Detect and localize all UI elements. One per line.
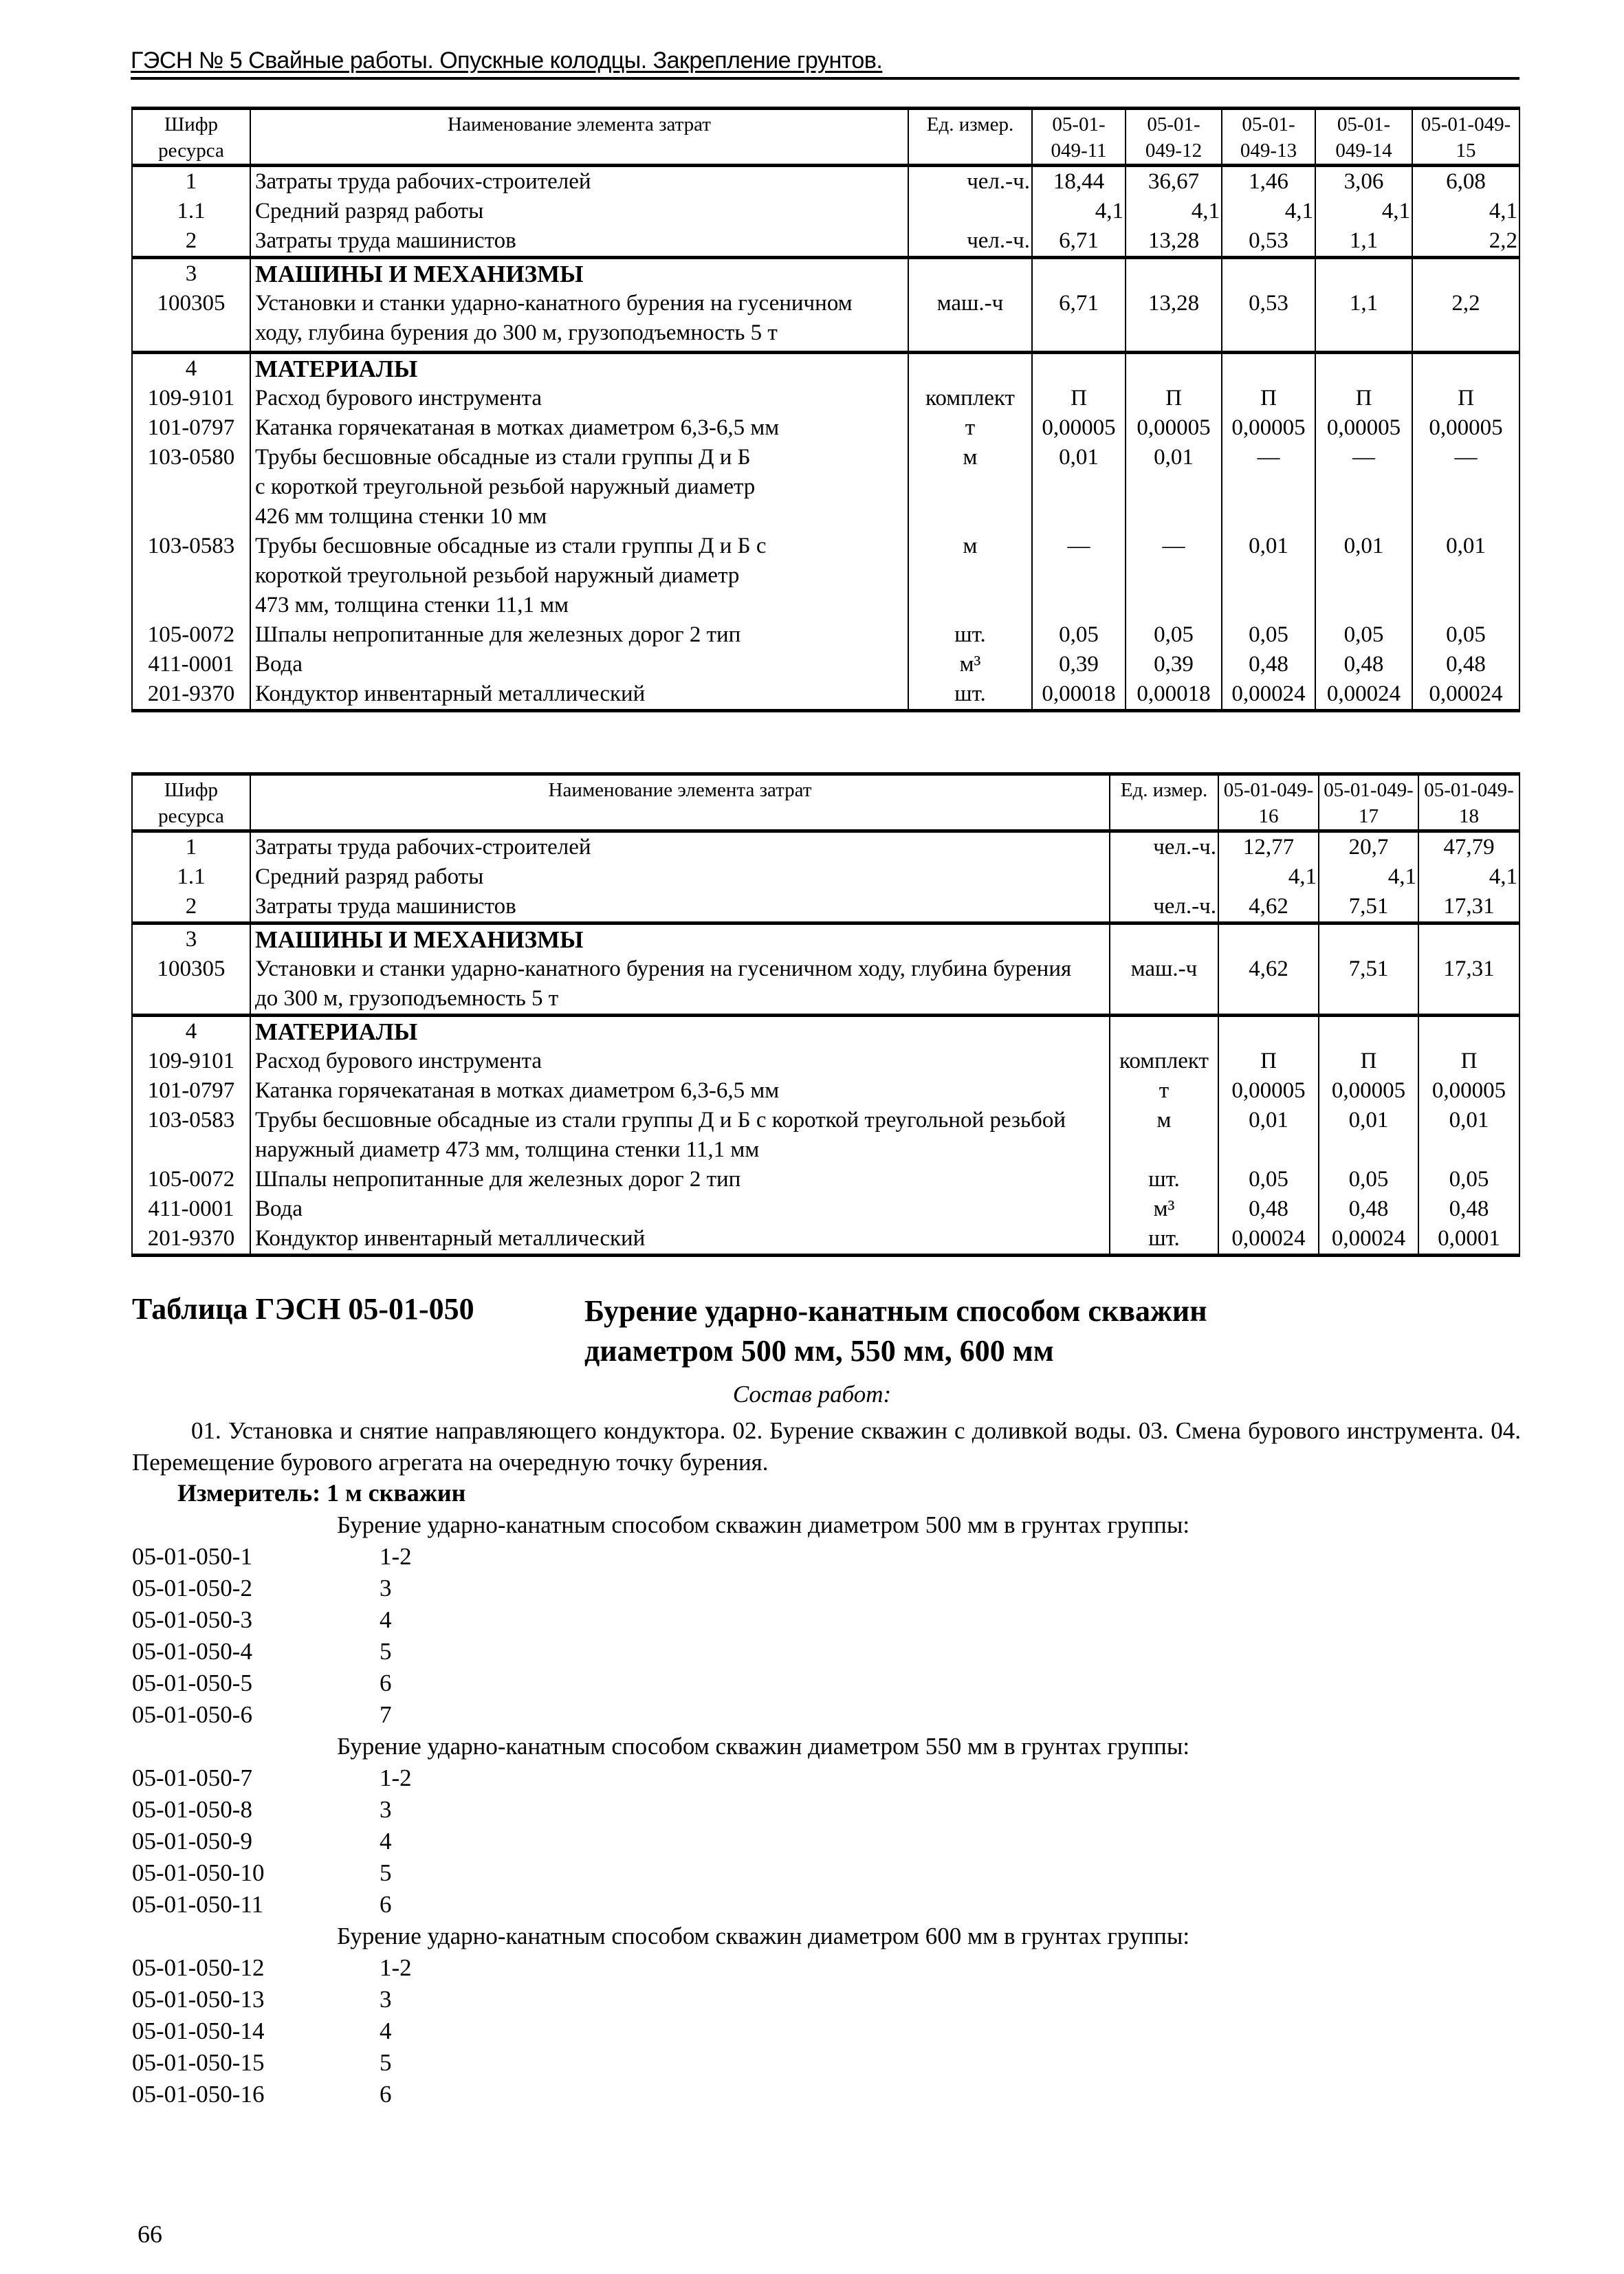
norm-value: 0,01 [1032,443,1126,532]
norm-code: 05-01-050-2 [132,1575,252,1601]
resource-unit: м³ [1110,1194,1218,1224]
section-title: МАШИНЫ И МЕХАНИЗМЫ [250,258,908,289]
norm-value: 0,00005 [1412,413,1519,443]
code-list-item [132,1764,412,1792]
resource-code: 411-0001 [132,1194,250,1224]
code-list-item [132,1891,392,1918]
resource-code: 1.1 [132,197,250,226]
resource-code: 201-9370 [132,679,250,711]
norm-value: 0,53 [1222,289,1315,353]
col-header-code: Шифр ресурса [132,109,250,166]
resource-unit: чел.-ч. [908,166,1032,197]
norm-value: 0,00024 [1412,679,1519,711]
resource-name: Трубы бесшовные обсадные из стали группы Д и Б с короткой треугольной резьбой наружный диаметр 473 мм, толщина стенки 11,1 мм [250,532,908,620]
resource-unit: шт. [1110,1224,1218,1256]
resource-code: 2 [132,892,250,923]
table-row [132,620,1519,650]
group-title-600: Бурение ударно-канатным способом скважин диаметром 600 мм в грунтах группы: [337,1923,1190,1949]
norms-table-049-16-18 [131,772,1520,1257]
resource-code: 201-9370 [132,1224,250,1256]
norm-code: 05-01-050-6 [132,1701,252,1728]
table-row [132,1076,1519,1106]
norm-value: 0,05 [1222,620,1315,650]
code-list-item [132,1543,412,1571]
norm-value: 4,62 [1218,954,1319,1016]
table-row [132,384,1519,413]
norm-value: П [1126,384,1222,413]
resource-unit: шт. [1110,1165,1218,1194]
table-row [132,650,1519,679]
norm-value: 6,71 [1032,289,1126,353]
resource-unit [908,197,1032,226]
table-row [132,831,1519,863]
norm-value: 0,48 [1319,1194,1418,1224]
norm-value: — [1032,532,1126,620]
code-list-item [132,1701,392,1729]
resource-unit [1110,862,1218,892]
resource-code: 4 [132,1016,250,1047]
norm-value: 1,1 [1315,226,1412,258]
norm-value: П [1032,384,1126,413]
norm-value: 0,00024 [1319,1224,1418,1256]
norm-value: П [1315,384,1412,413]
code-list-item [132,1575,392,1602]
norm-value: 0,00024 [1222,679,1315,711]
table-row [132,413,1519,443]
soil-group: 4 [380,2018,392,2044]
norm-value: 0,05 [1418,1165,1519,1194]
resource-code: 103-0583 [132,1106,250,1165]
code-list-item [132,1638,392,1665]
norm-value: 0,48 [1315,650,1412,679]
norm-value: 13,28 [1126,289,1222,353]
table-header-row [132,109,1519,166]
resource-code: 2 [132,226,250,258]
col-header-unit: Ед. измер. [908,109,1032,166]
soil-group: 6 [380,1891,392,1918]
norm-value: — [1412,443,1519,532]
code-list-item [132,1954,412,1982]
code-list-item [132,1606,392,1634]
resource-name: Средний разряд работы [250,862,1110,892]
soil-group: 3 [380,1796,392,1823]
table-row [132,954,1519,1016]
resource-unit: маш.-ч [908,289,1032,353]
resource-name: Затраты труда машинистов [250,892,1110,923]
norm-value: 2,2 [1412,226,1519,258]
group-title-550: Бурение ударно-канатным способом скважин диаметром 550 мм в грунтах группы: [337,1733,1190,1760]
soil-group: 1-2 [380,1764,412,1791]
norm-value: 4,1 [1222,197,1315,226]
code-list-item [132,1670,392,1697]
code-list-item [132,1986,392,2013]
norm-value: П [1412,384,1519,413]
table-row [132,443,1519,532]
table-row [132,166,1519,197]
norm-value: 0,00005 [1032,413,1126,443]
norm-value: 0,01 [1315,532,1412,620]
norms-table-049-11-15 [131,107,1520,712]
code-list-item [132,2049,392,2077]
norm-code: 05-01-050-14 [132,2018,265,2044]
norm-value: 0,00024 [1315,679,1412,711]
norm-value: П [1222,384,1315,413]
table-row [132,532,1519,620]
table-row [132,289,1519,353]
norm-value: 12,77 [1218,831,1319,863]
norm-value: 0,00005 [1126,413,1222,443]
meter: Измеритель: 1 м скважин [177,1479,466,1507]
running-header [131,47,1519,80]
col-header-unit: Ед. измер. [1110,774,1218,831]
col-header-norm: 05-01-049-13 [1222,109,1315,166]
norm-value: 4,1 [1218,862,1319,892]
table-label: Таблица ГЭСН 05-01-050 [132,1292,474,1326]
col-header-norm: 05-01-049-15 [1412,109,1519,166]
norm-value: 0,00005 [1319,1076,1418,1106]
norm-value: 0,48 [1418,1194,1519,1224]
norm-value: 4,1 [1315,197,1412,226]
soil-group: 3 [380,1575,392,1601]
norm-value: 7,51 [1319,954,1418,1016]
norm-code: 05-01-050-16 [132,2081,265,2108]
norm-value: 18,44 [1032,166,1126,197]
table-row [132,862,1519,892]
table-row [132,197,1519,226]
resource-name: Кондуктор инвентарный металлический [250,1224,1110,1256]
resource-name: Трубы бесшовные обсадные из стали группы Д и Б с короткой треугольной резьбой наружный диаметр 473 мм, толщина стенки 11,1 мм [250,1106,1110,1165]
resource-code: 105-0072 [132,1165,250,1194]
norm-value: 0,01 [1218,1106,1319,1165]
section-row-materials [132,353,1519,384]
norm-code: 05-01-050-7 [132,1764,252,1791]
norm-value: 0,05 [1315,620,1412,650]
soil-group: 1-2 [380,1543,412,1570]
resource-name: Кондуктор инвентарный металлический [250,679,908,711]
soil-group: 7 [380,1701,392,1728]
norm-value: 0,00005 [1222,413,1315,443]
table-row [132,226,1519,258]
table-row [132,1224,1519,1256]
norm-value: 4,62 [1218,892,1319,923]
resource-code: 1 [132,831,250,863]
table-row [132,679,1519,711]
resource-code: 103-0583 [132,532,250,620]
norm-code: 05-01-050-9 [132,1828,252,1855]
resource-code: 101-0797 [132,413,250,443]
resource-unit: т [908,413,1032,443]
norm-value: 36,67 [1126,166,1222,197]
resource-code: 3 [132,258,250,289]
norm-value: 0,53 [1222,226,1315,258]
resource-unit: м [908,532,1032,620]
resource-name: Расход бурового инструмента [250,1047,1110,1076]
resource-unit: комплект [1110,1047,1218,1076]
table-row [132,1165,1519,1194]
soil-group: 5 [380,1638,392,1665]
resource-code: 103-0580 [132,443,250,532]
code-list-item [132,1828,392,1855]
code-list-item [132,2018,392,2045]
section-title-line1: Бурение ударно-канатным способом скважин [584,1294,1207,1328]
section-row-machines [132,258,1519,289]
resource-name: Затраты труда машинистов [250,226,908,258]
norm-value: 0,01 [1319,1106,1418,1165]
resource-unit: м [1110,1106,1218,1165]
norm-value: 0,05 [1032,620,1126,650]
resource-unit: комплект [908,384,1032,413]
norm-code: 05-01-050-3 [132,1606,252,1633]
col-header-norm: 05-01-049-14 [1315,109,1412,166]
resource-unit: т [1110,1076,1218,1106]
resource-name: Установки и станки ударно-канатного бурения на гусеничном ходу, глубина бурения до 300 м, грузоподъемность 5 т [250,289,908,353]
resource-unit: шт. [908,679,1032,711]
soil-group: 6 [380,1670,392,1696]
resource-code: 105-0072 [132,620,250,650]
norm-value: 0,0001 [1418,1224,1519,1256]
resource-name: Средний разряд работы [250,197,908,226]
norm-value: 0,48 [1218,1194,1319,1224]
norm-value: — [1126,532,1222,620]
page-number: 66 [138,2220,162,2248]
resource-name: Затраты труда рабочих-строителей [250,831,1110,863]
col-header-norm: 05-01-049-17 [1319,774,1418,831]
norm-value: 0,39 [1126,650,1222,679]
resource-name: Трубы бесшовные обсадные из стали группы Д и Б с короткой треугольной резьбой наружный диаметр 426 мм толщина стенки 10 мм [250,443,908,532]
resource-code: 1.1 [132,862,250,892]
col-header-norm: 05-01-049-12 [1126,109,1222,166]
resource-unit: м³ [908,650,1032,679]
resource-name: Расход бурового инструмента [250,384,908,413]
col-header-norm: 05-01-049-18 [1418,774,1519,831]
norm-value: 6,08 [1412,166,1519,197]
norm-value: 4,1 [1412,197,1519,226]
norm-code: 05-01-050-12 [132,1954,265,1981]
col-header-name: Наименование элемента затрат [250,109,908,166]
norm-value: 0,01 [1412,532,1519,620]
col-header-norm: 05-01-049-11 [1032,109,1126,166]
resource-code: 109-9101 [132,384,250,413]
norm-value: 1,1 [1315,289,1412,353]
norm-value: 0,48 [1412,650,1519,679]
norm-value: 20,7 [1319,831,1418,863]
table-header-row [132,774,1519,831]
section-title: МАТЕРИАЛЫ [250,353,908,384]
norm-value: 4,1 [1319,862,1418,892]
section-title-line2: диаметром 500 мм, 550 мм, 600 мм [584,1334,1054,1368]
resource-code: 1 [132,166,250,197]
running-header-text: ГЭСН № 5 Свайные работы. Опускные колодцы. Закрепление грунтов. [131,47,883,74]
norm-value: 0,39 [1032,650,1126,679]
section-title: МАТЕРИАЛЫ [250,1016,1110,1047]
code-list-item [132,1859,392,1887]
norm-value: 0,05 [1412,620,1519,650]
norm-value: П [1319,1047,1418,1076]
resource-unit: м [908,443,1032,532]
norm-value: 0,48 [1222,650,1315,679]
code-list-item [132,2081,392,2108]
soil-group: 1-2 [380,1954,412,1981]
norm-value: 17,31 [1418,954,1519,1016]
norm-value: 4,1 [1418,862,1519,892]
group-title-500: Бурение ударно-канатным способом скважин диаметром 500 мм в грунтах группы: [337,1511,1190,1538]
col-header-name: Наименование элемента затрат [250,774,1110,831]
soil-group: 5 [380,1859,392,1886]
resource-unit: чел.-ч. [908,226,1032,258]
composition-text: 01. Установка и снятие направляющего кондуктора. 02. Бурение скважин с доливкой воды. 03. Смена бурового инструмента. 04. Перемещение бурового агрегата на очередную точку бурения. [132,1417,1521,1476]
norm-value: 0,01 [1418,1106,1519,1165]
resource-code: 411-0001 [132,650,250,679]
resource-code: 100305 [132,289,250,353]
norm-value: 13,28 [1126,226,1222,258]
soil-group: 3 [380,1986,392,2013]
norm-value: 47,79 [1418,831,1519,863]
norm-value: 0,00024 [1218,1224,1319,1256]
table-row [132,892,1519,923]
resource-code: 101-0797 [132,1076,250,1106]
norm-value: 3,06 [1315,166,1412,197]
norm-value: 0,00018 [1126,679,1222,711]
norm-value: 0,00018 [1032,679,1126,711]
norm-value: 7,51 [1319,892,1418,923]
soil-group: 4 [380,1606,392,1633]
norm-value: 0,01 [1222,532,1315,620]
norm-value: 6,71 [1032,226,1126,258]
col-header-norm: 05-01-049-16 [1218,774,1319,831]
norm-code: 05-01-050-10 [132,1859,265,1886]
norm-code: 05-01-050-11 [132,1891,264,1918]
soil-group: 5 [380,2049,392,2076]
norm-value: 0,05 [1126,620,1222,650]
norm-code: 05-01-050-15 [132,2049,265,2076]
norm-code: 05-01-050-4 [132,1638,252,1665]
resource-unit: чел.-ч. [1110,831,1218,863]
table-row [132,1047,1519,1076]
resource-name: Катанка горячекатаная в мотках диаметром 6,3-6,5 мм [250,413,908,443]
resource-name: Затраты труда рабочих-строителей [250,166,908,197]
table-row [132,1194,1519,1224]
soil-group: 6 [380,2081,392,2108]
resource-code: 109-9101 [132,1047,250,1076]
resource-name: Вода [250,1194,1110,1224]
resource-unit: чел.-ч. [1110,892,1218,923]
norm-value: — [1222,443,1315,532]
section-title: МАШИНЫ И МЕХАНИЗМЫ [250,923,1110,955]
soil-group: 4 [380,1828,392,1855]
norm-value: 0,00005 [1315,413,1412,443]
norm-value: П [1418,1047,1519,1076]
norm-code: 05-01-050-8 [132,1796,252,1823]
norm-value: 4,1 [1032,197,1126,226]
norm-value: 0,05 [1319,1165,1418,1194]
resource-code: 100305 [132,954,250,1016]
norm-code: 05-01-050-1 [132,1543,252,1570]
resource-name: Установки и станки ударно-канатного бурения на гусеничном ходу, глубина бурения до 300 м, грузоподъемность 5 т [250,954,1110,1016]
resource-code: 3 [132,923,250,955]
section-title [584,1291,1207,1371]
norm-value: 17,31 [1418,892,1519,923]
norm-value: 1,46 [1222,166,1315,197]
composition-title: Состав работ: [732,1381,892,1408]
resource-name: Катанка горячекатаная в мотках диаметром 6,3-6,5 мм [250,1076,1110,1106]
resource-name: Шпалы непропитанные для железных дорог 2 тип [250,1165,1110,1194]
norm-value: П [1218,1047,1319,1076]
norm-value: 0,00005 [1418,1076,1519,1106]
norm-code: 05-01-050-13 [132,1986,265,2013]
resource-name: Шпалы непропитанные для железных дорог 2 тип [250,620,908,650]
norm-value: 2,2 [1412,289,1519,353]
section-row-machines [132,923,1519,955]
section-row-materials [132,1016,1519,1047]
norm-code: 05-01-050-5 [132,1670,252,1696]
norm-value: 0,05 [1218,1165,1319,1194]
col-header-code: Шифр ресурса [132,774,250,831]
resource-unit: шт. [908,620,1032,650]
resource-name: Вода [250,650,908,679]
resource-unit: маш.-ч [1110,954,1218,1016]
norm-value: — [1315,443,1412,532]
norm-value: 0,01 [1126,443,1222,532]
code-list-item [132,1796,392,1824]
norm-value: 0,00005 [1218,1076,1319,1106]
resource-code: 4 [132,353,250,384]
table-row [132,1106,1519,1165]
norm-value: 4,1 [1126,197,1222,226]
